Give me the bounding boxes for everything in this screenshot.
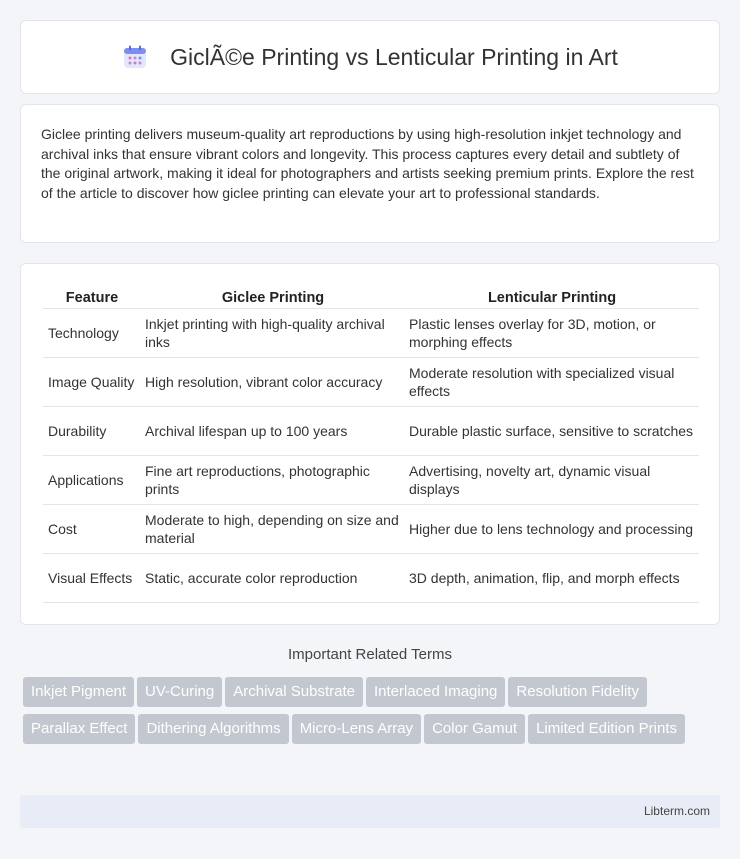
table-row	[43, 505, 699, 554]
table-row	[43, 407, 699, 456]
column-header: Giclee Printing	[141, 286, 405, 309]
related-term-tag[interactable]: Interlaced Imaging	[366, 677, 505, 707]
header-card	[20, 20, 720, 94]
table-cell: Plastic lenses overlay for 3D, motion, or morphing effects	[405, 309, 699, 358]
related-term-tag[interactable]: Dithering Algorithms	[138, 714, 288, 744]
intro-text: Giclee printing delivers museum-quality art reproductions by using high-resolution inkjet technology and archival inks that ensure vibrant colors and longevity. This process captures every detail and subtlety of the original artwork, making it ideal for photographers and artists seeking premium prints. Explore the rest of the article to discover how giclee printing can elevate your art to professional standards.	[41, 126, 694, 201]
related-term-tag[interactable]: Micro-Lens Array	[292, 714, 421, 744]
related-terms-list	[23, 677, 723, 751]
related-term-tag[interactable]: Archival Substrate	[225, 677, 363, 707]
table-cell: High resolution, vibrant color accuracy	[141, 358, 405, 407]
related-term-tag[interactable]: Color Gamut	[424, 714, 525, 744]
column-header: Lenticular Printing	[405, 286, 699, 309]
table-cell: Moderate to high, depending on size and material	[141, 505, 405, 554]
table-header-row	[43, 286, 699, 309]
table-cell: Inkjet printing with high-quality archival inks	[141, 309, 405, 358]
table-cell: Static, accurate color reproduction	[141, 554, 405, 603]
table-row	[43, 309, 699, 358]
page-title: GiclÃ©e Printing vs Lenticular Printing in Art	[170, 43, 618, 70]
related-term-tag[interactable]: Parallax Effect	[23, 714, 135, 744]
table-row	[43, 456, 699, 505]
table-cell: Moderate resolution with specialized visual effects	[405, 358, 699, 407]
table-cell: Cost	[43, 505, 141, 554]
table-cell: Durability	[43, 407, 141, 456]
table-cell: Archival lifespan up to 100 years	[141, 407, 405, 456]
table-cell: Advertising, novelty art, dynamic visual displays	[405, 456, 699, 505]
related-terms-title: Important Related Terms	[288, 646, 452, 663]
footer-brand[interactable]: Libterm.com	[643, 804, 710, 818]
table-cell: Applications	[43, 456, 141, 505]
table-row	[43, 358, 699, 407]
table-cell: Fine art reproductions, photographic prints	[141, 456, 405, 505]
table-cell: Visual Effects	[43, 554, 141, 603]
table-cell: 3D depth, animation, flip, and morph effects	[405, 554, 699, 603]
column-header: Feature	[43, 286, 141, 309]
table-cell: Durable plastic surface, sensitive to scratches	[405, 407, 699, 456]
related-term-tag[interactable]: Resolution Fidelity	[508, 677, 647, 707]
calendar-icon	[122, 44, 148, 70]
table-cell: Technology	[43, 309, 141, 358]
table-row	[43, 554, 699, 603]
related-term-tag[interactable]: UV-Curing	[137, 677, 222, 707]
related-term-tag[interactable]: Limited Edition Prints	[528, 714, 685, 744]
comparison-card	[20, 263, 720, 625]
comparison-table	[43, 286, 699, 603]
footer	[20, 795, 720, 828]
table-cell: Higher due to lens technology and processing	[405, 505, 699, 554]
related-term-tag[interactable]: Inkjet Pigment	[23, 677, 134, 707]
intro-card	[20, 104, 720, 243]
table-cell: Image Quality	[43, 358, 141, 407]
